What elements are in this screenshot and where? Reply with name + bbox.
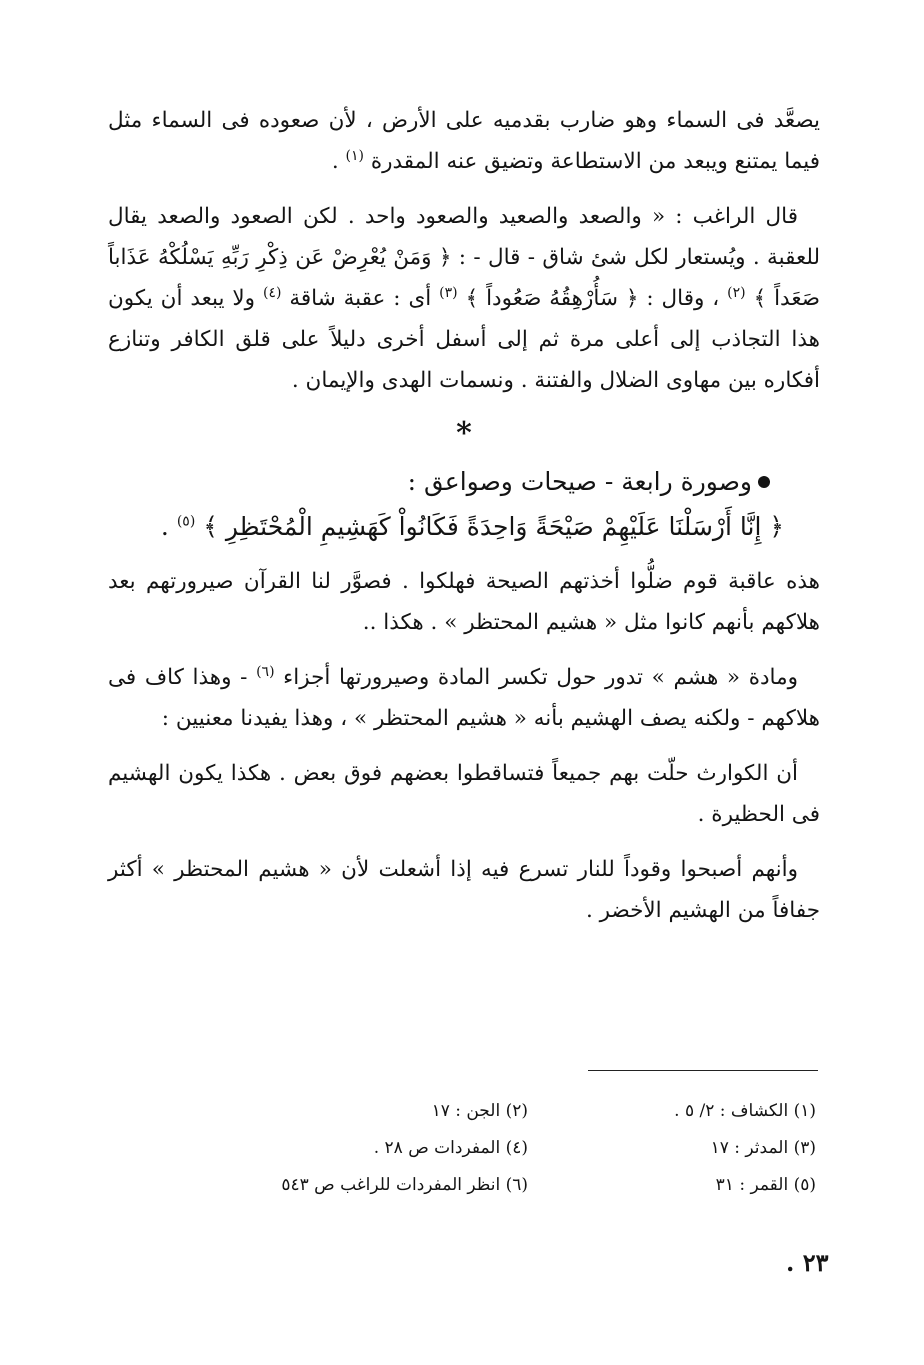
paragraph-6: وأنهم أصبحوا وقوداً للنار تسرع فيه إذا أشعلت لأن « هشيم المحتظر » أكثر جفافاً من الهشيم الأخضر .: [108, 857, 820, 923]
paragraph-4-text-a: ومادة « هشم » تدور حول تكسر المادة وصيرورتها أجزاء: [283, 665, 798, 690]
footnote-row: [240, 1166, 816, 1203]
paragraph-5: أن الكوارث حلّت بهم جميعاً فتساقطوا بعضهم فوق بعض . هكذا يكون الهشيم فى الحظيرة .: [108, 761, 820, 827]
paragraph-1: [108, 100, 820, 182]
paragraph-4: [108, 657, 820, 739]
footnote-ref-2[interactable]: (٢): [727, 284, 746, 301]
footnote-ref-4[interactable]: (٤): [262, 284, 282, 301]
footnote-5: (٥) القمر : ٣١: [715, 1174, 816, 1195]
footnotes: [240, 1092, 816, 1203]
page-number: ٢٣ .: [786, 1248, 829, 1277]
paragraph-2-text-c: أى : عقبة شاقة: [289, 286, 440, 311]
footnote-separator: [588, 1070, 818, 1071]
bullet-icon: [758, 476, 770, 488]
footnote-row: [240, 1092, 816, 1129]
footnote-row: [240, 1129, 816, 1166]
quran-verse-text: ﴿ إِنَّا أَرْسَلْنَا عَلَيْهِمْ صَيْحَةً وَاحِدَةً فَكَانُواْ كَهَشِيمِ الْمُحْتَظِرِ ﴾: [203, 512, 784, 541]
paragraph-2-text-a: قال الراغب : « والصعد والصعيد والصعود واحد . لكن الصعود والصعد يقال للعقبة . ويُستعار لكل شئ شاق - قال - : ﴿ وَمَنْ يُعْرِضْ عَن ذِكْرِ رَبِّهِ يَسْلُكْهُ عَذَاباً صَعَداً ﴾: [108, 204, 820, 311]
quran-verse: [108, 503, 820, 551]
paragraph-2-text-b: ، وقال : ﴿ سَأُرْهِقُهُ صَعُوداً ﴾: [465, 286, 728, 311]
footnote-2: (٢) الجن : ١٧: [431, 1100, 528, 1121]
section-heading-text: وصورة رابعة - صيحات وصواعق :: [407, 467, 752, 496]
paragraph-1-end: .: [331, 149, 346, 174]
footnote-ref-6[interactable]: (٦): [256, 663, 275, 680]
page-body: [108, 100, 820, 945]
section-heading: [108, 461, 820, 503]
footnote-1: (١) الكشاف : ٢/ ٥ .: [674, 1100, 816, 1121]
section-divider-star: *: [456, 416, 472, 451]
footnote-4: (٤) المفردات ص ٢٨ .: [373, 1137, 528, 1158]
footnote-6: (٦) انظر المفردات للراغب ص ٥٤٣: [281, 1174, 528, 1195]
footnote-3: (٣) المدثر : ١٧: [710, 1137, 816, 1158]
footnote-ref-5[interactable]: (٥): [176, 513, 196, 530]
paragraph-4-text-b: - وهذا كاف فى هلاكهم - ولكنه يصف الهشيم بأنه « هشيم المحتظر » ، وهذا يفيدنا معنيين :: [108, 665, 820, 731]
paragraph-2-text-d: ولا يبعد أن يكون هذا التجاذب إلى أعلى مرة ثم إلى أسفل أخرى دليلاً على قلق الكافر وتنازع أفكاره بين مهاوى الضلال والفتنة . ونسمات الهدى والإيمان .: [108, 286, 820, 393]
paragraph-1-text: يصعَّد فى السماء وهو ضارب بقدميه على الأرض ، لأن صعوده فى السماء مثل فيما يمتنع ويبعد من الاستطاعة وتضيق عنه المقدرة: [108, 108, 820, 174]
quran-verse-end: .: [160, 512, 177, 541]
paragraph-2: [108, 196, 820, 401]
footnote-ref-3[interactable]: (٣): [439, 284, 458, 301]
paragraph-3: هذه عاقبة قوم ضلُّوا أخذتهم الصيحة فهلكوا . فصوَّر لنا القرآن صيرورتهم بعد هلاكهم بأنهم كانوا مثل « هشيم المحتظر » . هكذا ..: [108, 569, 820, 635]
footnote-ref-1[interactable]: (١): [345, 147, 365, 164]
